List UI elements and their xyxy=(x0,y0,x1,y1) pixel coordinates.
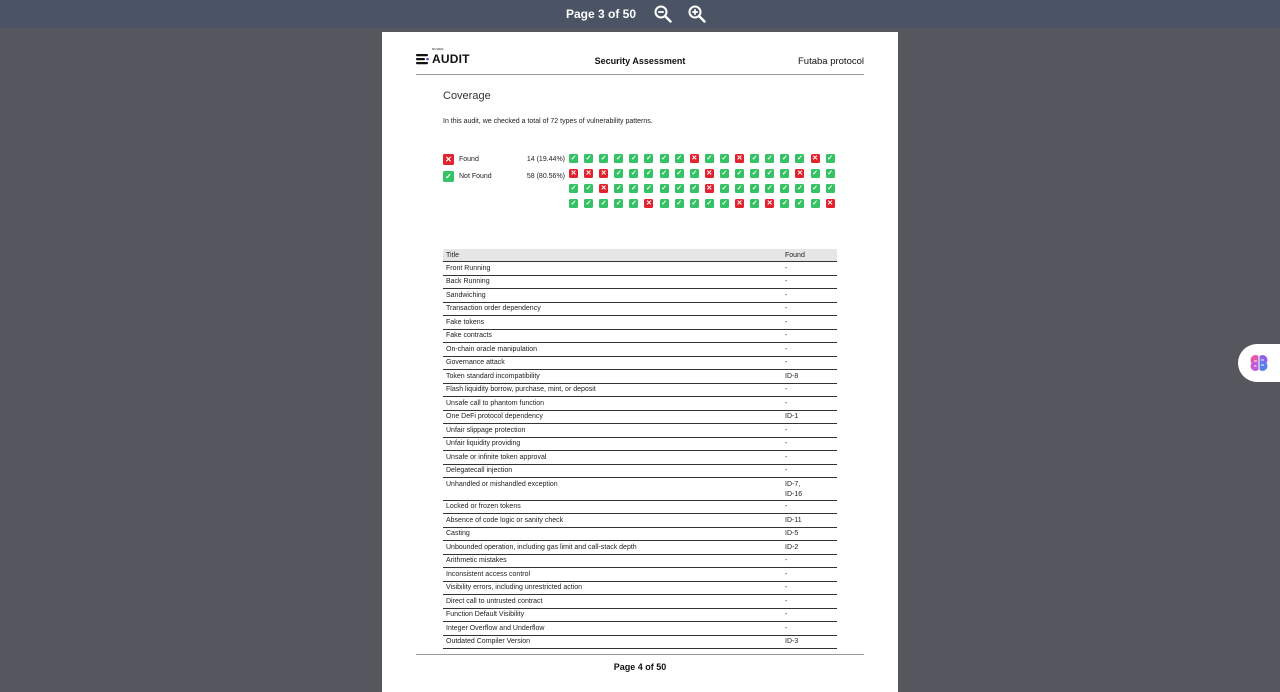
row-found: - xyxy=(782,608,837,622)
row-found: - xyxy=(782,316,837,330)
cross-checkbox-icon: ✕ xyxy=(812,155,818,162)
row-found: - xyxy=(782,275,837,289)
check-checkbox-icon: ✓ xyxy=(585,185,592,192)
check-checkbox-icon: ✓ xyxy=(796,155,803,162)
check-checkbox-icon: ✓ xyxy=(615,155,622,162)
row-title: Back Running xyxy=(443,275,782,289)
row-title: Casting xyxy=(443,527,782,541)
row-found: - xyxy=(782,424,837,438)
check-checkbox-icon: ✓ xyxy=(676,200,683,207)
table-row xyxy=(443,478,837,501)
check-checkbox-icon: ✓ xyxy=(676,155,683,162)
row-title: On-chain oracle manipulation xyxy=(443,343,782,357)
row-found: ID-1 xyxy=(782,410,837,424)
document-title: Security Assessment xyxy=(594,56,686,66)
check-checkbox-icon: ✓ xyxy=(570,200,577,207)
row-found: - xyxy=(782,554,837,568)
legend-not-found xyxy=(443,171,565,182)
row-found: ID-2 xyxy=(782,541,837,555)
cross-checkbox-icon: ✕ xyxy=(585,170,592,177)
check-checkbox-icon: ✓ xyxy=(646,185,652,192)
check-checkbox-icon: ✓ xyxy=(781,155,788,162)
row-title: Flash liquidity borrow, purchase, mint, or deposit xyxy=(443,383,782,397)
check-checkbox-icon: ✓ xyxy=(812,200,818,207)
check-checkbox-icon: ✓ xyxy=(751,185,758,192)
table-row xyxy=(443,302,837,316)
row-title: Fake contracts xyxy=(443,329,782,343)
row-title: Function Default Visibility xyxy=(443,608,782,622)
row-found: - xyxy=(782,383,837,397)
cross-checkbox-icon: ✕ xyxy=(736,200,743,207)
check-checkbox-icon: ✓ xyxy=(676,185,683,192)
check-checkbox-icon: ✓ xyxy=(676,170,683,177)
check-checkbox-icon: ✓ xyxy=(615,200,622,207)
row-title: Unfair liquidity providing xyxy=(443,437,782,451)
footer-divider xyxy=(416,654,864,655)
row-title: Integer Overflow and Underflow xyxy=(443,622,782,636)
check-checkbox-icon: ✓ xyxy=(691,185,698,192)
row-title: Inconsistent access control xyxy=(443,568,782,582)
row-title: Unsafe call to phantom function xyxy=(443,397,782,411)
cross-checkbox-icon: ✕ xyxy=(706,185,713,192)
coverage-table xyxy=(443,249,837,649)
table-row xyxy=(443,541,837,555)
table-row xyxy=(443,289,837,303)
cross-checkbox-icon: ✕ xyxy=(796,170,803,177)
cross-checkbox-icon: ✕ xyxy=(766,200,773,207)
check-checkbox-icon: ✓ xyxy=(661,170,667,177)
check-checkbox-icon: ✓ xyxy=(751,155,758,162)
check-checkbox-icon: ✓ xyxy=(615,185,622,192)
check-checkbox-icon: ✓ xyxy=(812,170,818,177)
row-title: Fake tokens xyxy=(443,316,782,330)
row-title: Unhandled or mishandled exception xyxy=(443,478,782,501)
row-found: - xyxy=(782,581,837,595)
check-checkbox-icon: ✓ xyxy=(796,185,803,192)
table-row xyxy=(443,437,837,451)
check-checkbox-icon: ✓ xyxy=(736,170,743,177)
brain-icon xyxy=(1248,352,1270,374)
check-checkbox-icon: ✓ xyxy=(721,185,728,192)
cross-checkbox-icon: ✕ xyxy=(827,200,834,207)
table-row xyxy=(443,356,837,370)
row-title: Arithmetic mistakes xyxy=(443,554,782,568)
row-found: - xyxy=(782,464,837,478)
legend-found xyxy=(443,154,565,165)
logo-text: AUDIT xyxy=(432,52,470,66)
table-row xyxy=(443,275,837,289)
pattern-grid xyxy=(569,154,835,208)
next-page-label: Page 4 of 50 xyxy=(613,662,667,672)
table-row xyxy=(443,568,837,582)
table-row xyxy=(443,410,837,424)
check-checkbox-icon: ✓ xyxy=(751,170,758,177)
document-page xyxy=(382,32,898,692)
row-found: - xyxy=(782,568,837,582)
row-found: - xyxy=(782,329,837,343)
cross-checkbox-icon: ✕ xyxy=(706,170,713,177)
table-row xyxy=(443,554,837,568)
row-title: One DeFi protocol dependency xyxy=(443,410,782,424)
table-row xyxy=(443,595,837,609)
row-title: Outdated Compiler Version xyxy=(443,635,782,649)
legend-count: 14 (19.44%) xyxy=(526,156,565,163)
cross-checkbox-icon: ✕ xyxy=(646,200,652,207)
check-checkbox-icon: ✓ xyxy=(661,185,667,192)
check-checkbox-icon: ✓ xyxy=(646,170,652,177)
row-found: - xyxy=(782,595,837,609)
check-checkbox-icon: ✓ xyxy=(600,200,607,207)
check-checkbox-icon: ✓ xyxy=(781,170,788,177)
row-title: Unbounded operation, including gas limit and call-stack depth xyxy=(443,541,782,555)
cross-checkbox-icon: ✕ xyxy=(736,155,743,162)
row-title: Visibility errors, including unrestricted action xyxy=(443,581,782,595)
row-found: - xyxy=(782,302,837,316)
cross-checkbox-icon: ✕ xyxy=(600,170,607,177)
row-title: Transaction order dependency xyxy=(443,302,782,316)
row-found: ID-7, ID-16 xyxy=(782,478,837,501)
row-found: - xyxy=(782,356,837,370)
check-checkbox-icon: ✓ xyxy=(812,185,818,192)
table-row xyxy=(443,383,837,397)
table-header-row xyxy=(443,249,837,262)
row-found: - xyxy=(782,262,837,276)
zoom-in-icon[interactable] xyxy=(686,3,708,25)
check-checkbox-icon: ✓ xyxy=(646,155,652,162)
check-checkbox-icon: ✓ xyxy=(585,200,592,207)
check-checkbox-icon: ✓ xyxy=(751,200,758,207)
table-row xyxy=(443,608,837,622)
legend-count: 58 (80.56%) xyxy=(526,173,565,180)
row-found: - xyxy=(782,622,837,636)
client-name: Futaba protocol xyxy=(797,56,864,67)
column-header-found: Found xyxy=(782,249,837,262)
column-header-title: Title xyxy=(443,249,782,262)
check-checkbox-icon: ✓ xyxy=(706,155,713,162)
check-checkbox-icon: ✓ xyxy=(706,200,713,207)
check-checkbox-icon: ✓ xyxy=(721,200,728,207)
table-row xyxy=(443,316,837,330)
row-title: Token standard incompatibility xyxy=(443,370,782,384)
check-checkbox-icon: ✓ xyxy=(721,155,728,162)
page-indicator: Page 3 of 50 xyxy=(565,7,637,21)
table-row xyxy=(443,343,837,357)
table-row xyxy=(443,262,837,276)
row-title: Locked or frozen tokens xyxy=(443,500,782,514)
check-checkbox-icon: ✓ xyxy=(615,170,622,177)
row-title: Unfair slippage protection xyxy=(443,424,782,438)
row-title: Absence of code logic or sanity check xyxy=(443,514,782,528)
check-checkbox-icon: ✓ xyxy=(827,185,834,192)
check-checkbox-icon: ✓ xyxy=(630,170,637,177)
check-checkbox-icon: ✓ xyxy=(691,170,698,177)
check-checkbox-icon: ✓ xyxy=(766,185,773,192)
row-found: ID-8 xyxy=(782,370,837,384)
check-checkbox-icon: ✓ xyxy=(630,200,637,207)
assistant-side-button[interactable] xyxy=(1238,344,1280,382)
cross-checkbox-icon: ✕ xyxy=(570,170,577,177)
coverage-description: In this audit, we checked a total of 72 types of vulnerability patterns. xyxy=(443,118,653,125)
cross-checkbox-icon: ✕ xyxy=(691,155,698,162)
check-checkbox-icon: ✓ xyxy=(827,170,834,177)
table-row xyxy=(443,622,837,636)
check-checkbox-icon: ✓ xyxy=(661,200,667,207)
check-checkbox-icon: ✓ xyxy=(721,170,728,177)
check-checkbox-icon: ✓ xyxy=(630,185,637,192)
row-title: Delegatecall injection xyxy=(443,464,782,478)
check-checkbox-icon: ✓ xyxy=(736,185,743,192)
row-found: ID-11 xyxy=(782,514,837,528)
table-row xyxy=(443,464,837,478)
check-checkbox-icon: ✓ xyxy=(796,200,803,207)
table-row xyxy=(443,514,837,528)
table-row xyxy=(443,451,837,465)
check-checkbox-icon: ✓ xyxy=(570,185,577,192)
table-row xyxy=(443,500,837,514)
legend-label: Not Found xyxy=(459,173,492,180)
table-row xyxy=(443,424,837,438)
check-checkbox-icon: ✓ xyxy=(600,155,607,162)
row-found: - xyxy=(782,343,837,357)
row-found: - xyxy=(782,289,837,303)
check-checkbox-icon: ✓ xyxy=(661,155,667,162)
row-title: Sandwiching xyxy=(443,289,782,303)
table-row xyxy=(443,527,837,541)
row-found: - xyxy=(782,437,837,451)
table-row xyxy=(443,329,837,343)
check-checkbox-icon: ✓ xyxy=(781,185,788,192)
row-found: - xyxy=(782,451,837,465)
check-checkbox-icon: ✓ xyxy=(630,155,637,162)
row-found: ID-3 xyxy=(782,635,837,649)
check-checkbox-icon: ✓ xyxy=(766,170,773,177)
check-checkbox-icon: ✓ xyxy=(585,155,592,162)
row-found: - xyxy=(782,397,837,411)
coverage-heading: Coverage xyxy=(443,90,491,102)
table-row xyxy=(443,635,837,649)
cross-checkbox-icon: ✕ xyxy=(600,185,607,192)
legend-label: Found xyxy=(459,156,479,163)
cross-checkbox-icon: ✕ xyxy=(443,154,454,165)
check-checkbox-icon: ✓ xyxy=(827,155,834,162)
check-checkbox-icon: ✓ xyxy=(570,155,577,162)
row-title: Governance attack xyxy=(443,356,782,370)
row-title: Unsafe or infinite token approval xyxy=(443,451,782,465)
row-found: ID-5 xyxy=(782,527,837,541)
table-row xyxy=(443,370,837,384)
check-checkbox-icon: ✓ xyxy=(443,171,454,182)
check-checkbox-icon: ✓ xyxy=(781,200,788,207)
page-header xyxy=(416,47,864,75)
check-checkbox-icon: ✓ xyxy=(766,155,773,162)
row-title: Front Running xyxy=(443,262,782,276)
viewer-toolbar xyxy=(0,0,1280,28)
check-checkbox-icon: ✓ xyxy=(691,200,698,207)
logo-small-text: SUHEE xyxy=(432,47,444,51)
zoom-out-icon[interactable] xyxy=(652,3,674,25)
table-row xyxy=(443,581,837,595)
table-row xyxy=(443,397,837,411)
row-found: - xyxy=(782,500,837,514)
row-title: Direct call to untrusted contract xyxy=(443,595,782,609)
